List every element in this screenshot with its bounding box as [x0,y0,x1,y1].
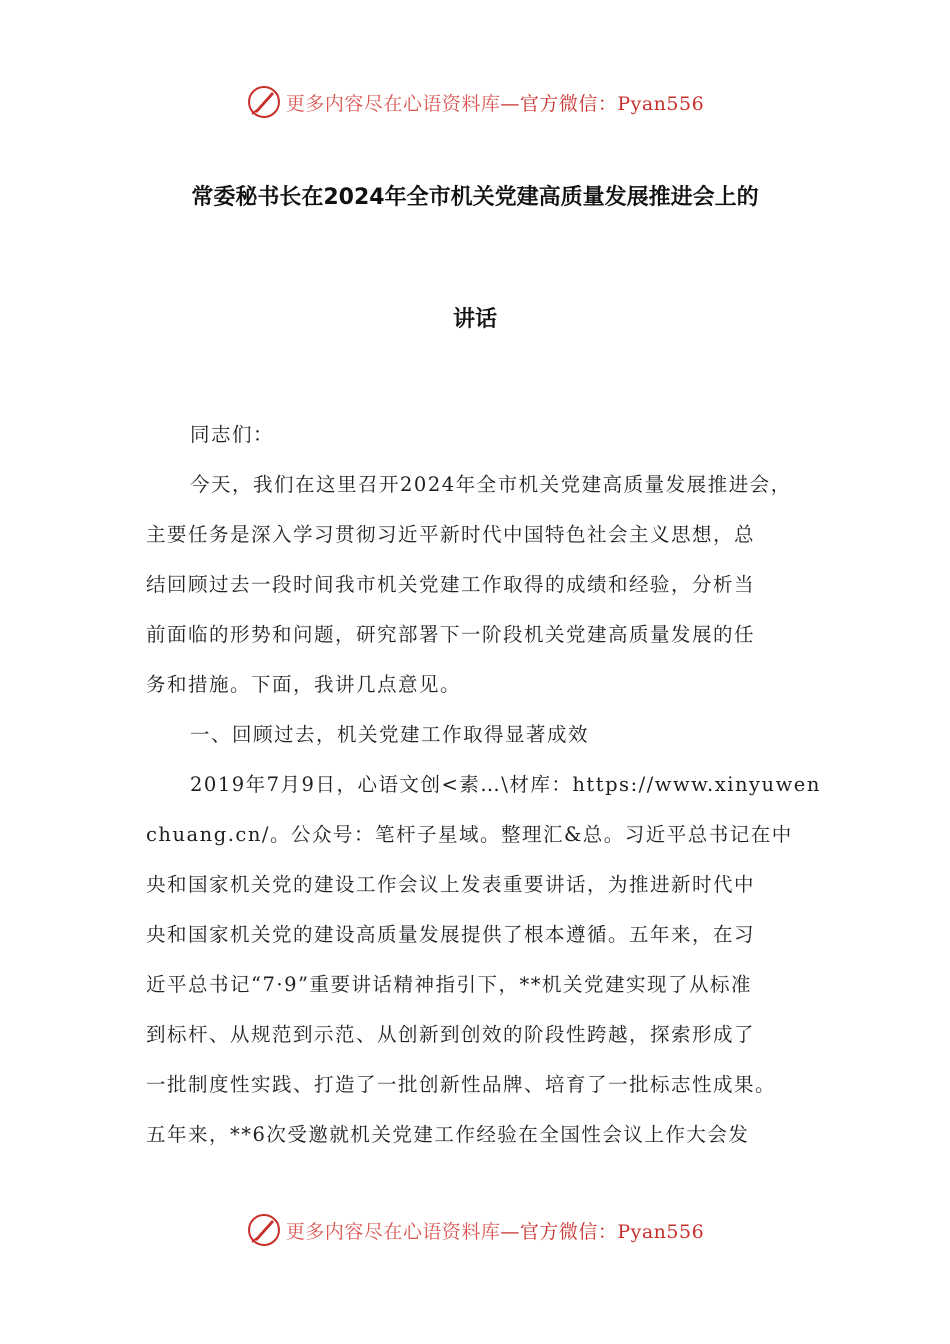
quill-pen-logo-icon [246,84,282,120]
body-line: 央和国家机关党的建设工作会议上发表重要讲话，为推进新时代中 [146,873,756,896]
body-line: 一批制度性实践、打造了一批创新性品牌、培育了一批标志性成果。 [146,1073,777,1096]
footer-watermark-text: 更多内容尽在心语资料库—官方微信：Pyan556 [285,1220,705,1243]
footer-watermark-banner [0,1210,950,1250]
body-line: 2019年7月9日，心语文创<素…\材库：https://www.xinyuwen [190,773,821,796]
body-line: 前面临的形势和问题，研究部署下一阶段机关党建高质量发展的任 [146,623,756,646]
body-line: 五年来，**6次受邀就机关党建工作经验在全国性会议上作大会发 [146,1123,750,1146]
body-line: 近平总书记“7·9”重要讲话精神指引下，**机关党建实现了从标准 [146,973,752,996]
section-heading: 一、回顾过去，机关党建工作取得显著成效 [190,723,590,746]
body-line: 务和措施。下面，我讲几点意见。 [146,673,462,696]
body-line: 到标杆、从规范到示范、从创新到创效的阶段性跨越，探索形成了 [146,1023,756,1046]
header-watermark-banner [0,82,950,122]
body-line: 央和国家机关党的建设高质量发展提供了根本遵循。五年来，在习 [146,923,756,946]
body-line: chuang.cn/。公众号：笔杆子星域。整理汇&总。习近平总书记在中 [146,823,793,846]
body-line: 主要任务是深入学习贯彻习近平新时代中国特色社会主义思想，总 [146,523,756,546]
header-watermark-text: 更多内容尽在心语资料库—官方微信：Pyan556 [285,92,705,115]
body-line: 今天，我们在这里召开2024年全市机关党建高质量发展推进会， [190,473,792,496]
document-body [146,410,821,1170]
document-title-line-2: 讲话 [452,307,497,332]
body-line: 同志们： [190,423,275,446]
body-line: 结回顾过去一段时间我市机关党建工作取得的成绩和经验，分析当 [146,573,756,596]
document-title-line-1: 常委秘书长在2024年全市机关党建高质量发展推进会上的 [191,185,759,210]
quill-pen-logo-icon [246,1212,282,1248]
